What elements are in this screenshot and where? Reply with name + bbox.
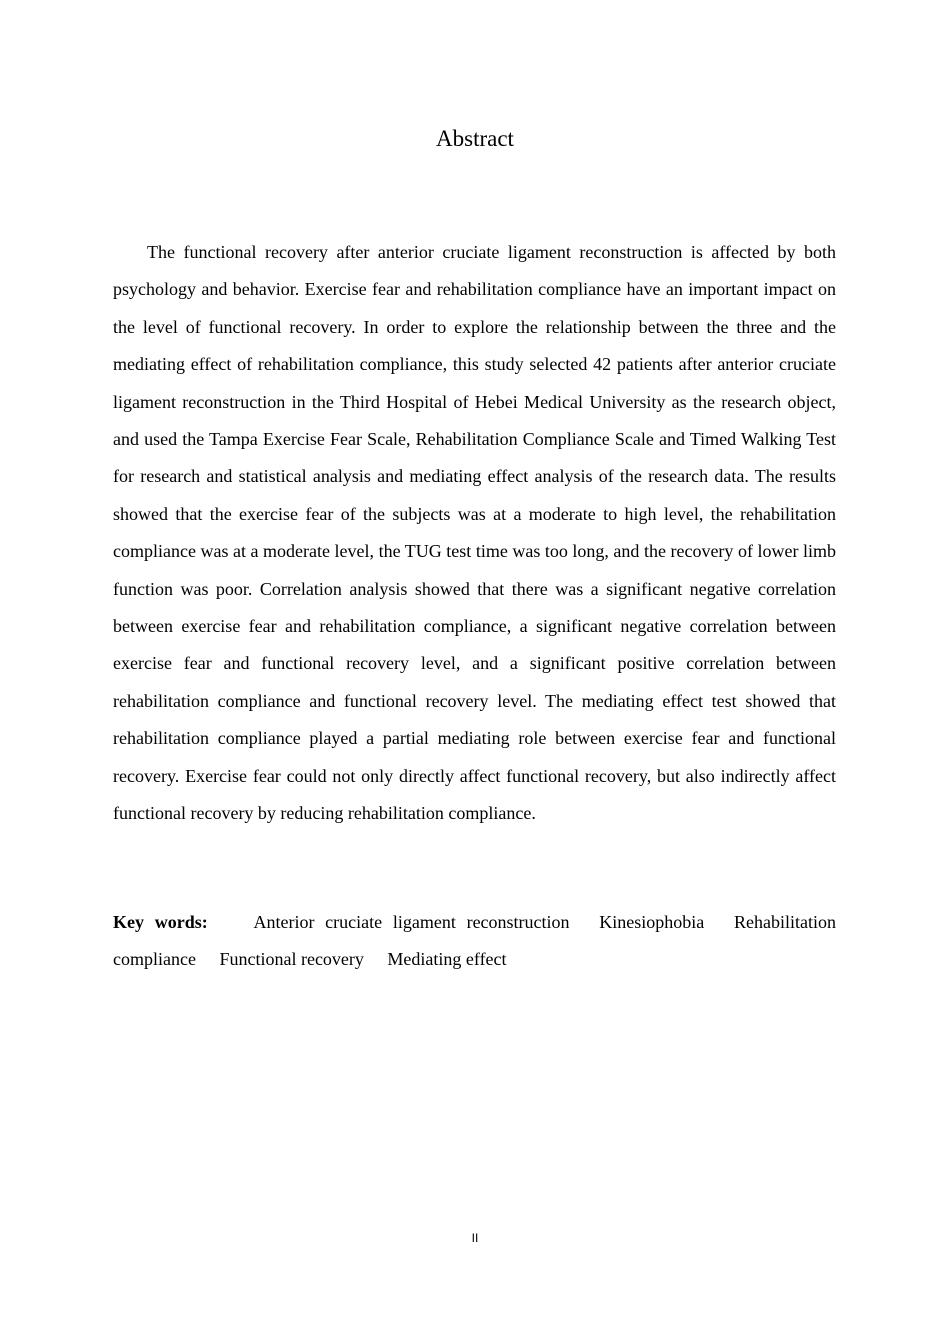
keyword-item: Rehabilitation compliance bbox=[113, 912, 836, 970]
page-number: II bbox=[471, 1231, 479, 1245]
keyword-item: Mediating effect bbox=[387, 949, 507, 970]
keywords-section bbox=[113, 904, 836, 979]
keyword-item: Anterior cruciate ligament reconstruction bbox=[253, 912, 570, 932]
keywords-label: Key words: bbox=[113, 912, 208, 932]
abstract-title: Abstract bbox=[436, 126, 514, 151]
abstract-body: The functional recovery after anterior cruciate ligament reconstruction is affected by both psychology and behavior. Exercise fear and rehabilitation compliance have an important impact on the level of functional recovery. In order to explore the relationship between the three and the mediating effect of rehabilitation compliance, this study selected 42 patients after anterior cruciate ligament reconstruction in the Third Hospital of Hebei Medical University as the research object, and used the Tampa Exercise Fear Scale, Rehabilitation Compliance Scale and Timed Walking Test for research and statistical analysis and mediating effect analysis of the research data. The results showed that the exercise fear of the subjects was at a moderate to high level, the rehabilitation compliance was at a moderate level, the TUG test time was too long, and the recovery of lower limb function was poor. Correlation analysis showed that there was a significant negative correlation between exercise fear and rehabilitation compliance, a significant negative correlation between exercise fear and functional recovery level, and a significant positive correlation between rehabilitation compliance and functional recovery level. The mediating effect test showed that rehabilitation compliance played a partial mediating role between exercise fear and functional recovery. Exercise fear could not only directly affect functional recovery, but also indirectly affect functional recovery by reducing rehabilitation compliance. bbox=[113, 242, 836, 824]
keyword-item: Kinesiophobia bbox=[599, 912, 705, 932]
keyword-item: Functional recovery bbox=[219, 949, 364, 970]
